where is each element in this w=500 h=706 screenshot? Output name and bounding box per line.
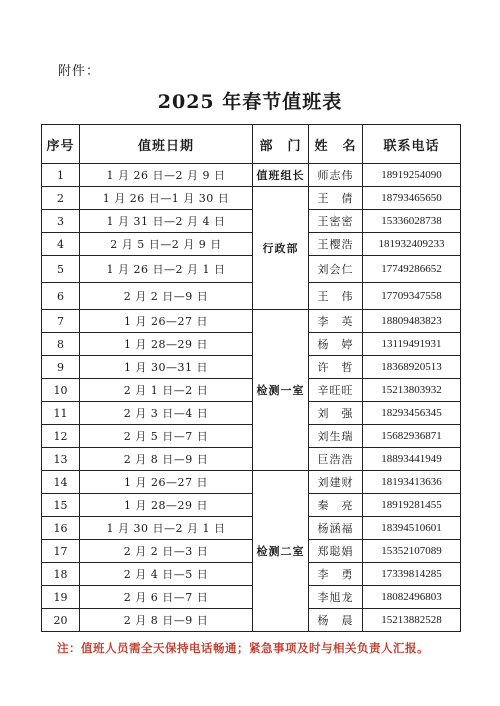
row-name: 李旭龙 xyxy=(309,586,363,609)
row-date: 2 月 3 日—4 日 xyxy=(80,402,253,425)
header-date: 值班日期 xyxy=(80,125,253,164)
row-date: 2 月 5 日—7 日 xyxy=(80,425,253,448)
row-date: 2 月 5 日—2 月 9 日 xyxy=(80,233,253,256)
row-phone: 18809483823 xyxy=(363,310,461,333)
table-row xyxy=(42,164,461,187)
row-seq: 17 xyxy=(42,540,80,563)
row-seq: 9 xyxy=(42,356,80,379)
row-date: 1 月 28—29 日 xyxy=(80,333,253,356)
table-row xyxy=(42,586,461,609)
attachment-label: 附件： xyxy=(58,64,101,79)
row-name: 刘生瑞 xyxy=(309,425,363,448)
row-name: 辛旺旺 xyxy=(309,379,363,402)
header-seq: 序号 xyxy=(42,125,80,164)
row-name: 杨 晨 xyxy=(309,609,363,632)
dept-leader: 值班组长 xyxy=(253,164,309,187)
row-seq: 15 xyxy=(42,494,80,517)
row-seq: 4 xyxy=(42,233,80,256)
table-row xyxy=(42,448,461,471)
row-seq: 8 xyxy=(42,333,80,356)
row-phone: 15213882528 xyxy=(363,609,461,632)
row-phone: 181932409233 xyxy=(363,233,461,256)
table-row xyxy=(42,310,461,333)
row-name: 王密密 xyxy=(309,210,363,233)
table-row xyxy=(42,494,461,517)
row-phone: 15336028738 xyxy=(363,210,461,233)
row-seq: 19 xyxy=(42,586,80,609)
table-row xyxy=(42,517,461,540)
row-name: 王 伟 xyxy=(309,283,363,310)
row-name: 刘 强 xyxy=(309,402,363,425)
row-phone: 17749286652 xyxy=(363,256,461,283)
row-phone: 18193413636 xyxy=(363,471,461,494)
row-seq: 16 xyxy=(42,517,80,540)
row-name: 刘会仁 xyxy=(309,256,363,283)
row-date: 1 月 26 日—2 月 1 日 xyxy=(80,256,253,283)
row-seq: 14 xyxy=(42,471,80,494)
row-date: 1 月 26—27 日 xyxy=(80,310,253,333)
row-name: 王樱浩 xyxy=(309,233,363,256)
row-seq: 7 xyxy=(42,310,80,333)
row-phone: 18793465650 xyxy=(363,187,461,210)
table-row xyxy=(42,187,461,210)
row-name: 师志伟 xyxy=(309,164,363,187)
row-name: 郑聪娟 xyxy=(309,540,363,563)
row-name: 许 哲 xyxy=(309,356,363,379)
table-row xyxy=(42,540,461,563)
table-row xyxy=(42,356,461,379)
row-phone: 15213803932 xyxy=(363,379,461,402)
row-seq: 1 xyxy=(42,164,80,187)
row-date: 2 月 6 日—7 日 xyxy=(80,586,253,609)
row-phone: 18368920513 xyxy=(363,356,461,379)
table-row xyxy=(42,402,461,425)
row-name: 李 勇 xyxy=(309,563,363,586)
row-name: 杨涵福 xyxy=(309,517,363,540)
row-name: 巨浩浩 xyxy=(309,448,363,471)
dept-lab2: 检测二室 xyxy=(253,471,309,632)
row-date: 2 月 2 日—3 日 xyxy=(80,540,253,563)
footnote: 注：值班人员需全天保持电话畅通；紧急事项及时与相关负责人汇报。 xyxy=(57,641,429,655)
row-seq: 20 xyxy=(42,609,80,632)
row-name: 秦 亮 xyxy=(309,494,363,517)
table-row xyxy=(42,471,461,494)
row-phone: 18394510601 xyxy=(363,517,461,540)
row-seq: 6 xyxy=(42,283,80,310)
table-header-row xyxy=(42,125,461,164)
table-row xyxy=(42,379,461,402)
row-date: 2 月 4 日—5 日 xyxy=(80,563,253,586)
table-row xyxy=(42,333,461,356)
row-name: 杨 婷 xyxy=(309,333,363,356)
row-name: 王 倩 xyxy=(309,187,363,210)
row-seq: 13 xyxy=(42,448,80,471)
row-seq: 12 xyxy=(42,425,80,448)
page-title: 2025 年春节值班表 xyxy=(157,91,343,113)
row-seq: 10 xyxy=(42,379,80,402)
dept-admin: 行政部 xyxy=(253,187,309,310)
dept-lab1: 检测一室 xyxy=(253,310,309,471)
row-seq: 5 xyxy=(42,256,80,283)
row-seq: 18 xyxy=(42,563,80,586)
row-date: 1 月 26—27 日 xyxy=(80,471,253,494)
header-dept: 部 门 xyxy=(253,125,309,164)
row-seq: 11 xyxy=(42,402,80,425)
row-phone: 15352107089 xyxy=(363,540,461,563)
table-row xyxy=(42,283,461,310)
table-row xyxy=(42,256,461,283)
row-name: 李 英 xyxy=(309,310,363,333)
row-date: 2 月 8 日—9 日 xyxy=(80,609,253,632)
table-row xyxy=(42,233,461,256)
row-phone: 18893441949 xyxy=(363,448,461,471)
row-date: 1 月 31 日—2 月 4 日 xyxy=(80,210,253,233)
table-row xyxy=(42,425,461,448)
row-phone: 17709347558 xyxy=(363,283,461,310)
row-seq: 2 xyxy=(42,187,80,210)
table-row xyxy=(42,563,461,586)
row-date: 2 月 8 日—9 日 xyxy=(80,448,253,471)
table-row xyxy=(42,210,461,233)
row-phone: 15682936871 xyxy=(363,425,461,448)
header-name: 姓 名 xyxy=(309,125,363,164)
row-date: 1 月 26 日—2 月 9 日 xyxy=(80,164,253,187)
header-phone: 联系电话 xyxy=(363,125,461,164)
row-date: 1 月 30—31 日 xyxy=(80,356,253,379)
row-name: 刘建财 xyxy=(309,471,363,494)
row-phone: 18082496803 xyxy=(363,586,461,609)
row-phone: 18919254090 xyxy=(363,164,461,187)
row-seq: 3 xyxy=(42,210,80,233)
row-phone: 18919281455 xyxy=(363,494,461,517)
row-phone: 18293456345 xyxy=(363,402,461,425)
row-date: 1 月 30 日—2 月 1 日 xyxy=(80,517,253,540)
duty-table xyxy=(41,124,461,632)
table-row xyxy=(42,609,461,632)
row-date: 1 月 26 日—1 月 30 日 xyxy=(80,187,253,210)
row-phone: 13119491931 xyxy=(363,333,461,356)
row-date: 1 月 28—29 日 xyxy=(80,494,253,517)
row-date: 2 月 1 日—2 日 xyxy=(80,379,253,402)
row-date: 2 月 2 日—9 日 xyxy=(80,283,253,310)
row-phone: 17339814285 xyxy=(363,563,461,586)
